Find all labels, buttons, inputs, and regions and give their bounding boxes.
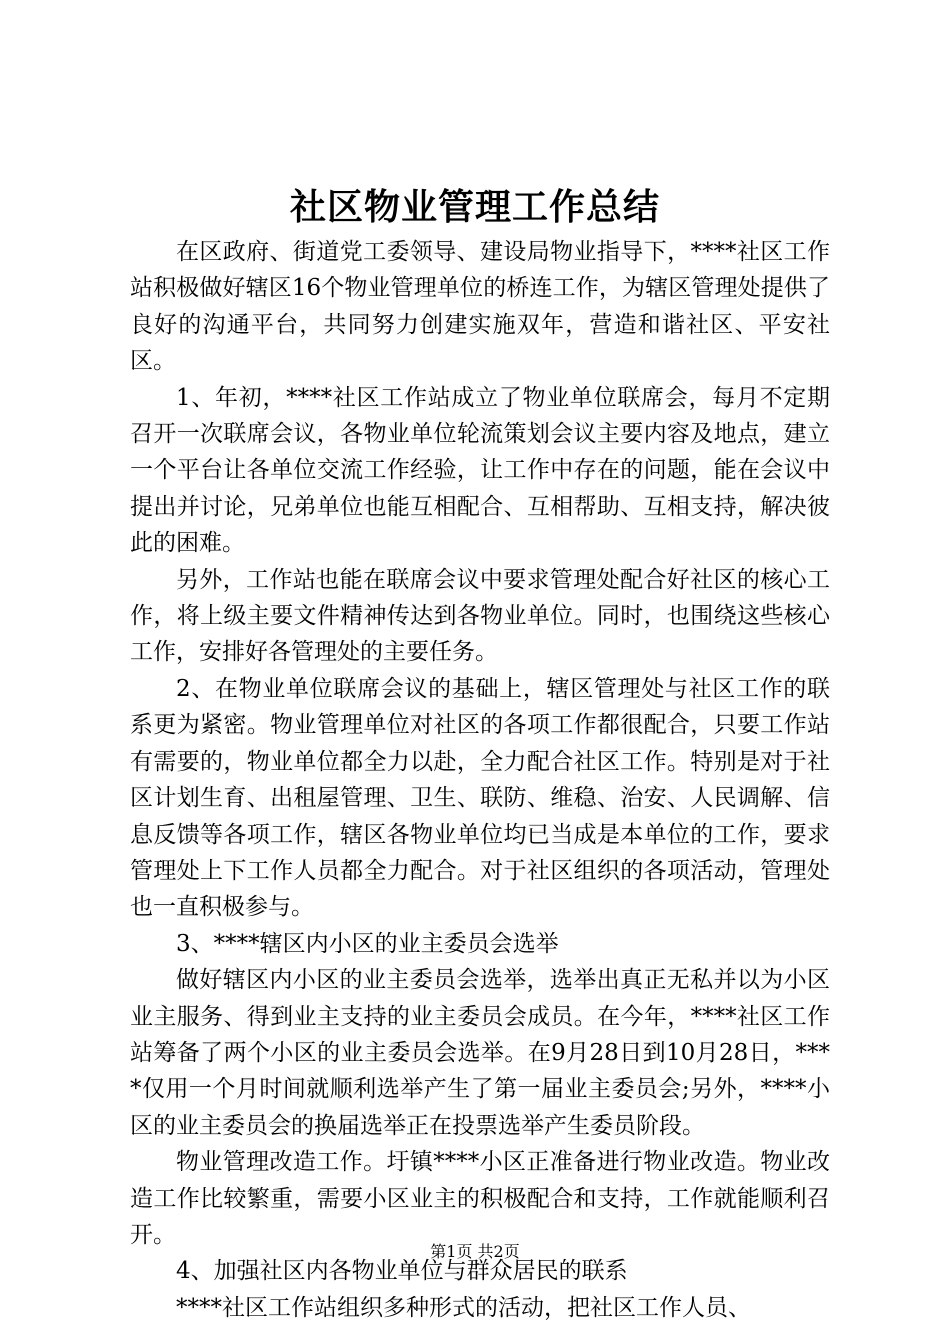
paragraph-item-3-heading: 3、****辖区内小区的业主委员会选举 [176,930,559,957]
paragraph-item-3-body: 做好辖区内小区的业主委员会选举，选举出真正无私并以为小区业主服务、得到业主支持的业主委员会成员。在今年，****社区工作站筹备了两个小区的业主委员会选举。在9月28日到10月28日，****仅用一个月时间就顺利选举产生了第一届业主委员会;另外，****小区的业主委员会的换届选举正在投票选举产生委员阶段。 [130,967,830,1139]
paragraph-item-1-continued: 另外，工作站也能在联席会议中要求管理处配合好社区的核心工作，将上级主要文件精神传达到各物业单位。同时，也围绕这些核心工作，安排好各管理处的主要任务。 [130,566,830,666]
document-title: 社区物业管理工作总结 [289,187,660,228]
page-footer: 第1页 共2页 [430,1242,520,1261]
paragraph-item-1: 1、年初，****社区工作站成立了物业单位联席会，每月不定期召开一次联席会议，各物业单位轮流策划会议主要内容及地点，建立一个平台让各单位交流工作经验，让工作中存在的问题，能在会议中提出并讨论，兄弟单位也能互相配合、互相帮助、互相支持，解决彼此的困难。 [130,384,830,557]
document-body [130,234,830,1326]
paragraph-item-4-heading: 4、加强社区内各物业单位与群众居民的联系 [176,1258,628,1285]
paragraph-intro: 在区政府、街道党工委领导、建设局物业指导下，****社区工作站积极做好辖区16个物业管理单位的桥连工作，为辖区管理处提供了良好的沟通平台，共同努力创建实施双年，营造和谐社区、平安社区。 [130,239,830,375]
paragraph-item-4-body: ****社区工作站组织多种形式的活动，把社区工作人员、 [176,1294,751,1321]
paragraph-item-2: 2、在物业单位联席会议的基础上，辖区管理处与社区工作的联系更为紧密。物业管理单位对社区的各项工作都很配合，只要工作站有需要的，物业单位都全力以赴，全力配合社区工作。特别是对于社区计划生育、出租屋管理、卫生、联防、维稳、治安、人民调解、信息反馈等各项工作，辖区各物业单位均已当成是本单位的工作，要求管理处上下工作人员都全力配合。对于社区组织的各项活动，管理处也一直积极参与。 [130,675,830,921]
paragraph-renovation: 物业管理改造工作。圩镇****小区正准备进行物业改造。物业改造工作比较繁重，需要小区业主的积极配合和支持，工作就能顺利召开。 [130,1149,830,1248]
